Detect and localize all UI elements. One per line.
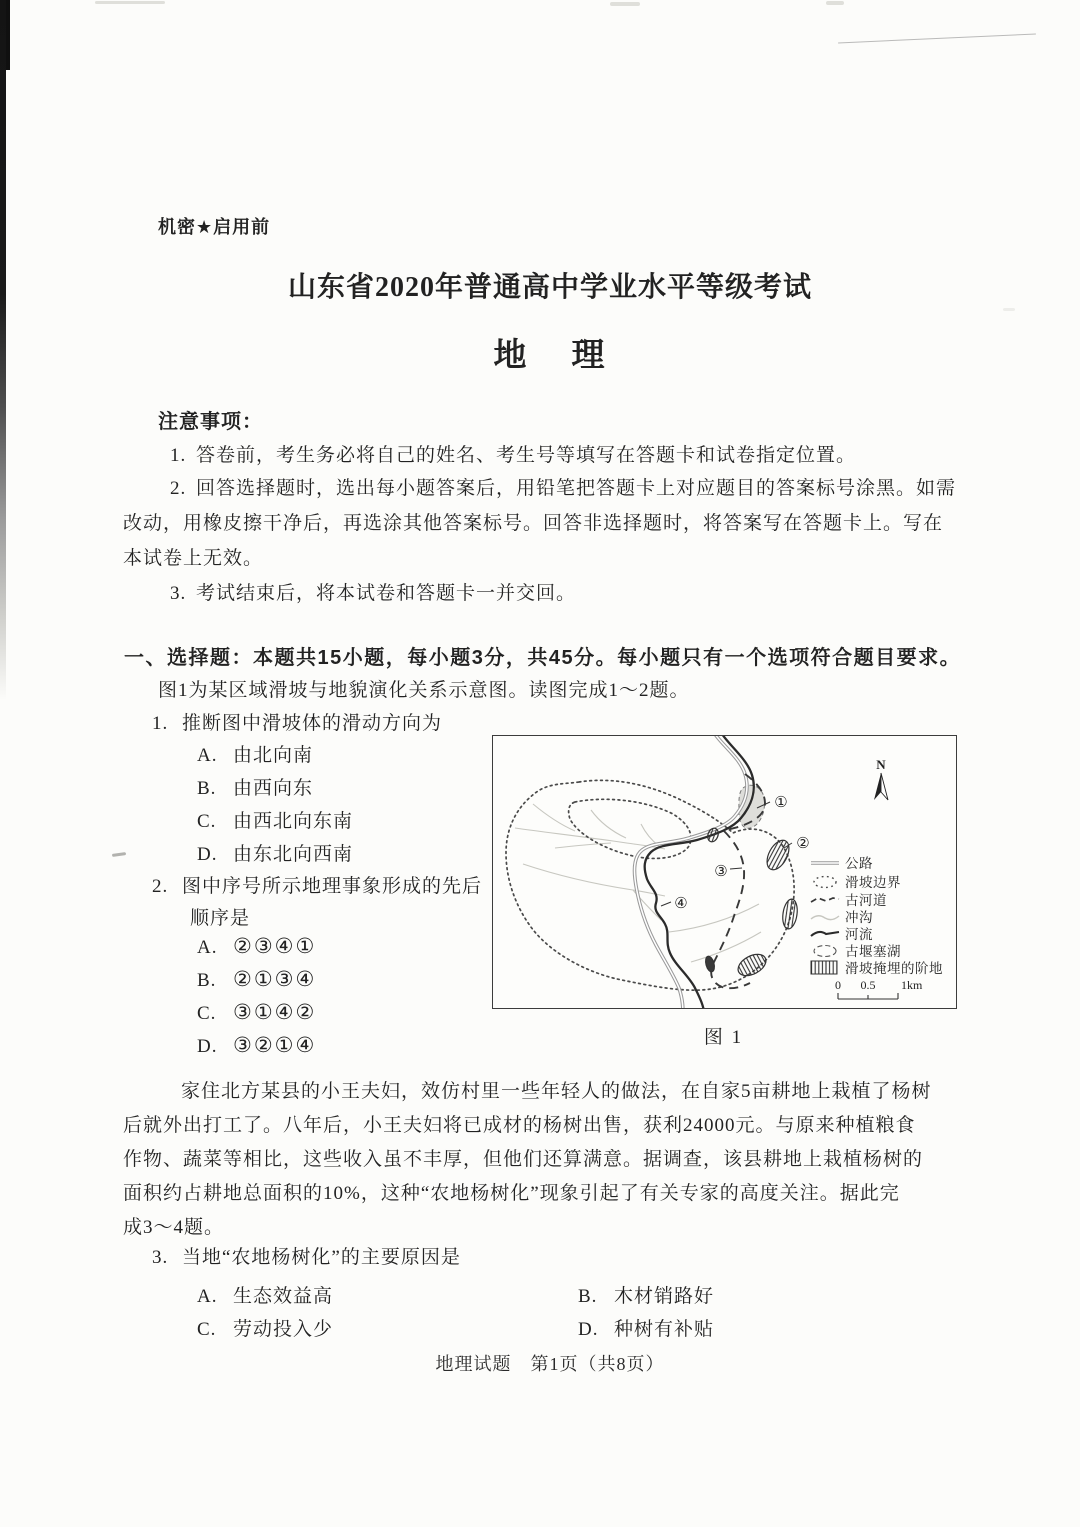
question-3-option-a xyxy=(197,1281,333,1308)
option-text: ③①④② xyxy=(233,1000,317,1024)
scan-smudge xyxy=(610,2,640,6)
question-3-option-b xyxy=(578,1281,714,1308)
notice-item-3-number: 3. xyxy=(170,583,187,604)
question-3-option-d xyxy=(578,1314,714,1341)
question-2-text-line-1: 图中序号所示地理事象形成的先后 xyxy=(182,876,483,897)
option-text: 由西北向东南 xyxy=(233,811,354,832)
option-label: D. xyxy=(578,1319,599,1340)
question-1-option-d xyxy=(197,839,353,866)
notice-item-2-line-3: 本试卷上无效。 xyxy=(123,548,264,569)
north-label: N xyxy=(876,757,886,772)
legend-gully-symbol xyxy=(811,916,839,920)
option-text: 由东北向西南 xyxy=(233,844,354,865)
subject-title: 地 理 xyxy=(493,338,611,374)
option-label: A. xyxy=(197,1286,218,1307)
passage-line-4: 面积约占耕地总面积的10%，这种“农地杨树化”现象引起了有关专家的高度关注。据此完 xyxy=(123,1183,900,1204)
page-footer: 地理试题 第1页（共8页） xyxy=(435,1354,665,1374)
marker-4: ④ xyxy=(674,896,688,912)
question-2-option-a xyxy=(197,934,316,959)
option-label: C. xyxy=(197,1319,217,1340)
scale-0: 0 xyxy=(835,978,841,992)
option-label: B. xyxy=(578,1286,598,1307)
option-label: A. xyxy=(197,745,218,766)
question-1-option-c xyxy=(197,806,353,833)
map-legend xyxy=(811,856,943,976)
legend-dammed-lake-label: 古堰塞湖 xyxy=(845,944,901,959)
option-text: ③②①④ xyxy=(233,1033,317,1057)
river-line xyxy=(645,736,754,1008)
option-text: 劳动投入少 xyxy=(233,1319,334,1340)
north-arrow-icon xyxy=(874,757,888,800)
notice-heading: 注意事项： xyxy=(158,411,263,433)
option-label: C. xyxy=(197,1003,217,1024)
legend-buried-terrace-symbol xyxy=(811,961,837,974)
scan-smudge xyxy=(1003,308,1015,311)
exam-title: 山东省2020年普通高中学业水平等级考试 xyxy=(287,272,812,303)
question-1-option-b xyxy=(197,773,313,800)
landslide-map-svg xyxy=(493,736,956,1008)
option-label: D. xyxy=(197,1036,218,1057)
section-1-heading: 一、选择题：本题共15小题，每小题3分，共45分。每小题只有一个选项符合题目要求。 xyxy=(124,647,962,669)
scan-smudge xyxy=(95,1,165,4)
legend-dammed-lake-symbol xyxy=(814,946,836,957)
question-2-option-c xyxy=(197,1000,316,1025)
question-2-option-d xyxy=(197,1033,316,1058)
option-label: A. xyxy=(197,937,218,958)
legend-road-label: 公路 xyxy=(845,856,873,871)
legend-river-symbol xyxy=(811,932,839,936)
passage-line-3: 作物、蔬菜等相比，这些收入虽不丰厚，但他们还算满意。据调查，该县耕地上栽植杨树的 xyxy=(123,1149,924,1170)
secrecy-label: 机密★启用前 xyxy=(158,217,271,237)
section-1-intro: 图1为某区域滑坡与地貌演化关系示意图。读图完成1～2题。 xyxy=(158,680,690,701)
scale-1km: 1km xyxy=(901,978,923,992)
question-1-option-a xyxy=(197,740,313,767)
question-2-text-line-2: 顺序是 xyxy=(190,908,251,929)
legend-ancient-channel-symbol xyxy=(811,898,839,902)
map-scale-bar xyxy=(835,978,923,999)
option-text: 木材销路好 xyxy=(614,1286,715,1307)
scan-edge-artifact xyxy=(0,0,6,700)
gully-lines xyxy=(515,804,761,962)
question-3-option-c xyxy=(197,1314,333,1341)
question-1-number: 1. xyxy=(152,713,169,734)
question-3-text: 当地“农地杨树化”的主要原因是 xyxy=(182,1247,461,1268)
option-text: 由西向东 xyxy=(233,778,314,799)
legend-landslide-boundary-label: 滑坡边界 xyxy=(845,875,901,890)
question-3 xyxy=(152,1242,461,1269)
road-line xyxy=(635,736,747,1008)
option-label: B. xyxy=(197,970,217,991)
scan-smudge xyxy=(826,1,844,5)
figure-1-caption: 图 1 xyxy=(703,1027,744,1048)
question-3-number: 3. xyxy=(152,1247,169,1268)
scale-0-5: 0.5 xyxy=(860,978,876,992)
option-text: 生态效益高 xyxy=(233,1286,334,1307)
question-1-text: 推断图中滑坡体的滑动方向为 xyxy=(182,713,443,734)
question-2 xyxy=(152,871,482,898)
option-text: 种树有补贴 xyxy=(614,1319,715,1340)
option-text: ②①③④ xyxy=(233,967,317,991)
legend-landslide-boundary-symbol xyxy=(814,877,836,888)
notice-item-2-line-2: 改动，用橡皮擦干净后，再选涂其他答案标号。回答非选择题时，将答案写在答题卡上。写在 xyxy=(123,513,944,534)
notice-item-3-text: 考试结束后，将本试卷和答题卡一并交回。 xyxy=(196,583,577,604)
notice-item-1-number: 1. xyxy=(170,445,187,466)
notice-item-1 xyxy=(170,440,856,467)
notice-item-2-line-1 xyxy=(170,473,956,500)
marker-1: ① xyxy=(774,795,788,811)
legend-ancient-channel-label: 古河道 xyxy=(845,893,887,908)
question-2-number: 2. xyxy=(152,876,169,897)
passage-line-2: 后就外出打工了。八年后，小王夫妇将已成材的杨树出售，获利24000元。与原来种植粮食 xyxy=(123,1115,916,1136)
legend-river-label: 河流 xyxy=(845,927,873,942)
legend-gully-label: 冲沟 xyxy=(845,910,873,925)
question-1 xyxy=(152,708,442,735)
option-text: ②③④① xyxy=(233,934,317,958)
notice-item-3 xyxy=(170,578,576,605)
option-label: C. xyxy=(197,811,217,832)
option-label: D. xyxy=(197,844,218,865)
option-text: 由北向南 xyxy=(233,745,314,766)
notice-item-2-number: 2. xyxy=(170,478,187,499)
scan-scratch-line xyxy=(838,34,1036,44)
passage-line-5: 成3～4题。 xyxy=(123,1217,225,1238)
marker-3: ③ xyxy=(714,864,728,880)
figure-1-map xyxy=(492,735,957,1009)
notice-item-1-text: 答卷前，考生务必将自己的姓名、考生号等填写在答题卡和试卷指定位置。 xyxy=(196,445,857,466)
question-2-option-b xyxy=(197,967,316,992)
notice-item-2-text-1: 回答选择题时，选出每小题答案后，用铅笔把答题卡上对应题目的答案标号涂黑。如需 xyxy=(196,478,957,499)
passage-line-1: 家住北方某县的小王夫妇，效仿村里一些年轻人的做法，在自家5亩耕地上栽植了杨树 xyxy=(181,1081,932,1102)
legend-buried-terrace-label: 滑坡掩埋的阶地 xyxy=(845,961,943,976)
option-label: B. xyxy=(197,778,217,799)
buried-terraces xyxy=(704,827,799,980)
scan-pen-mark xyxy=(112,852,126,856)
marker-2: ② xyxy=(796,836,810,852)
